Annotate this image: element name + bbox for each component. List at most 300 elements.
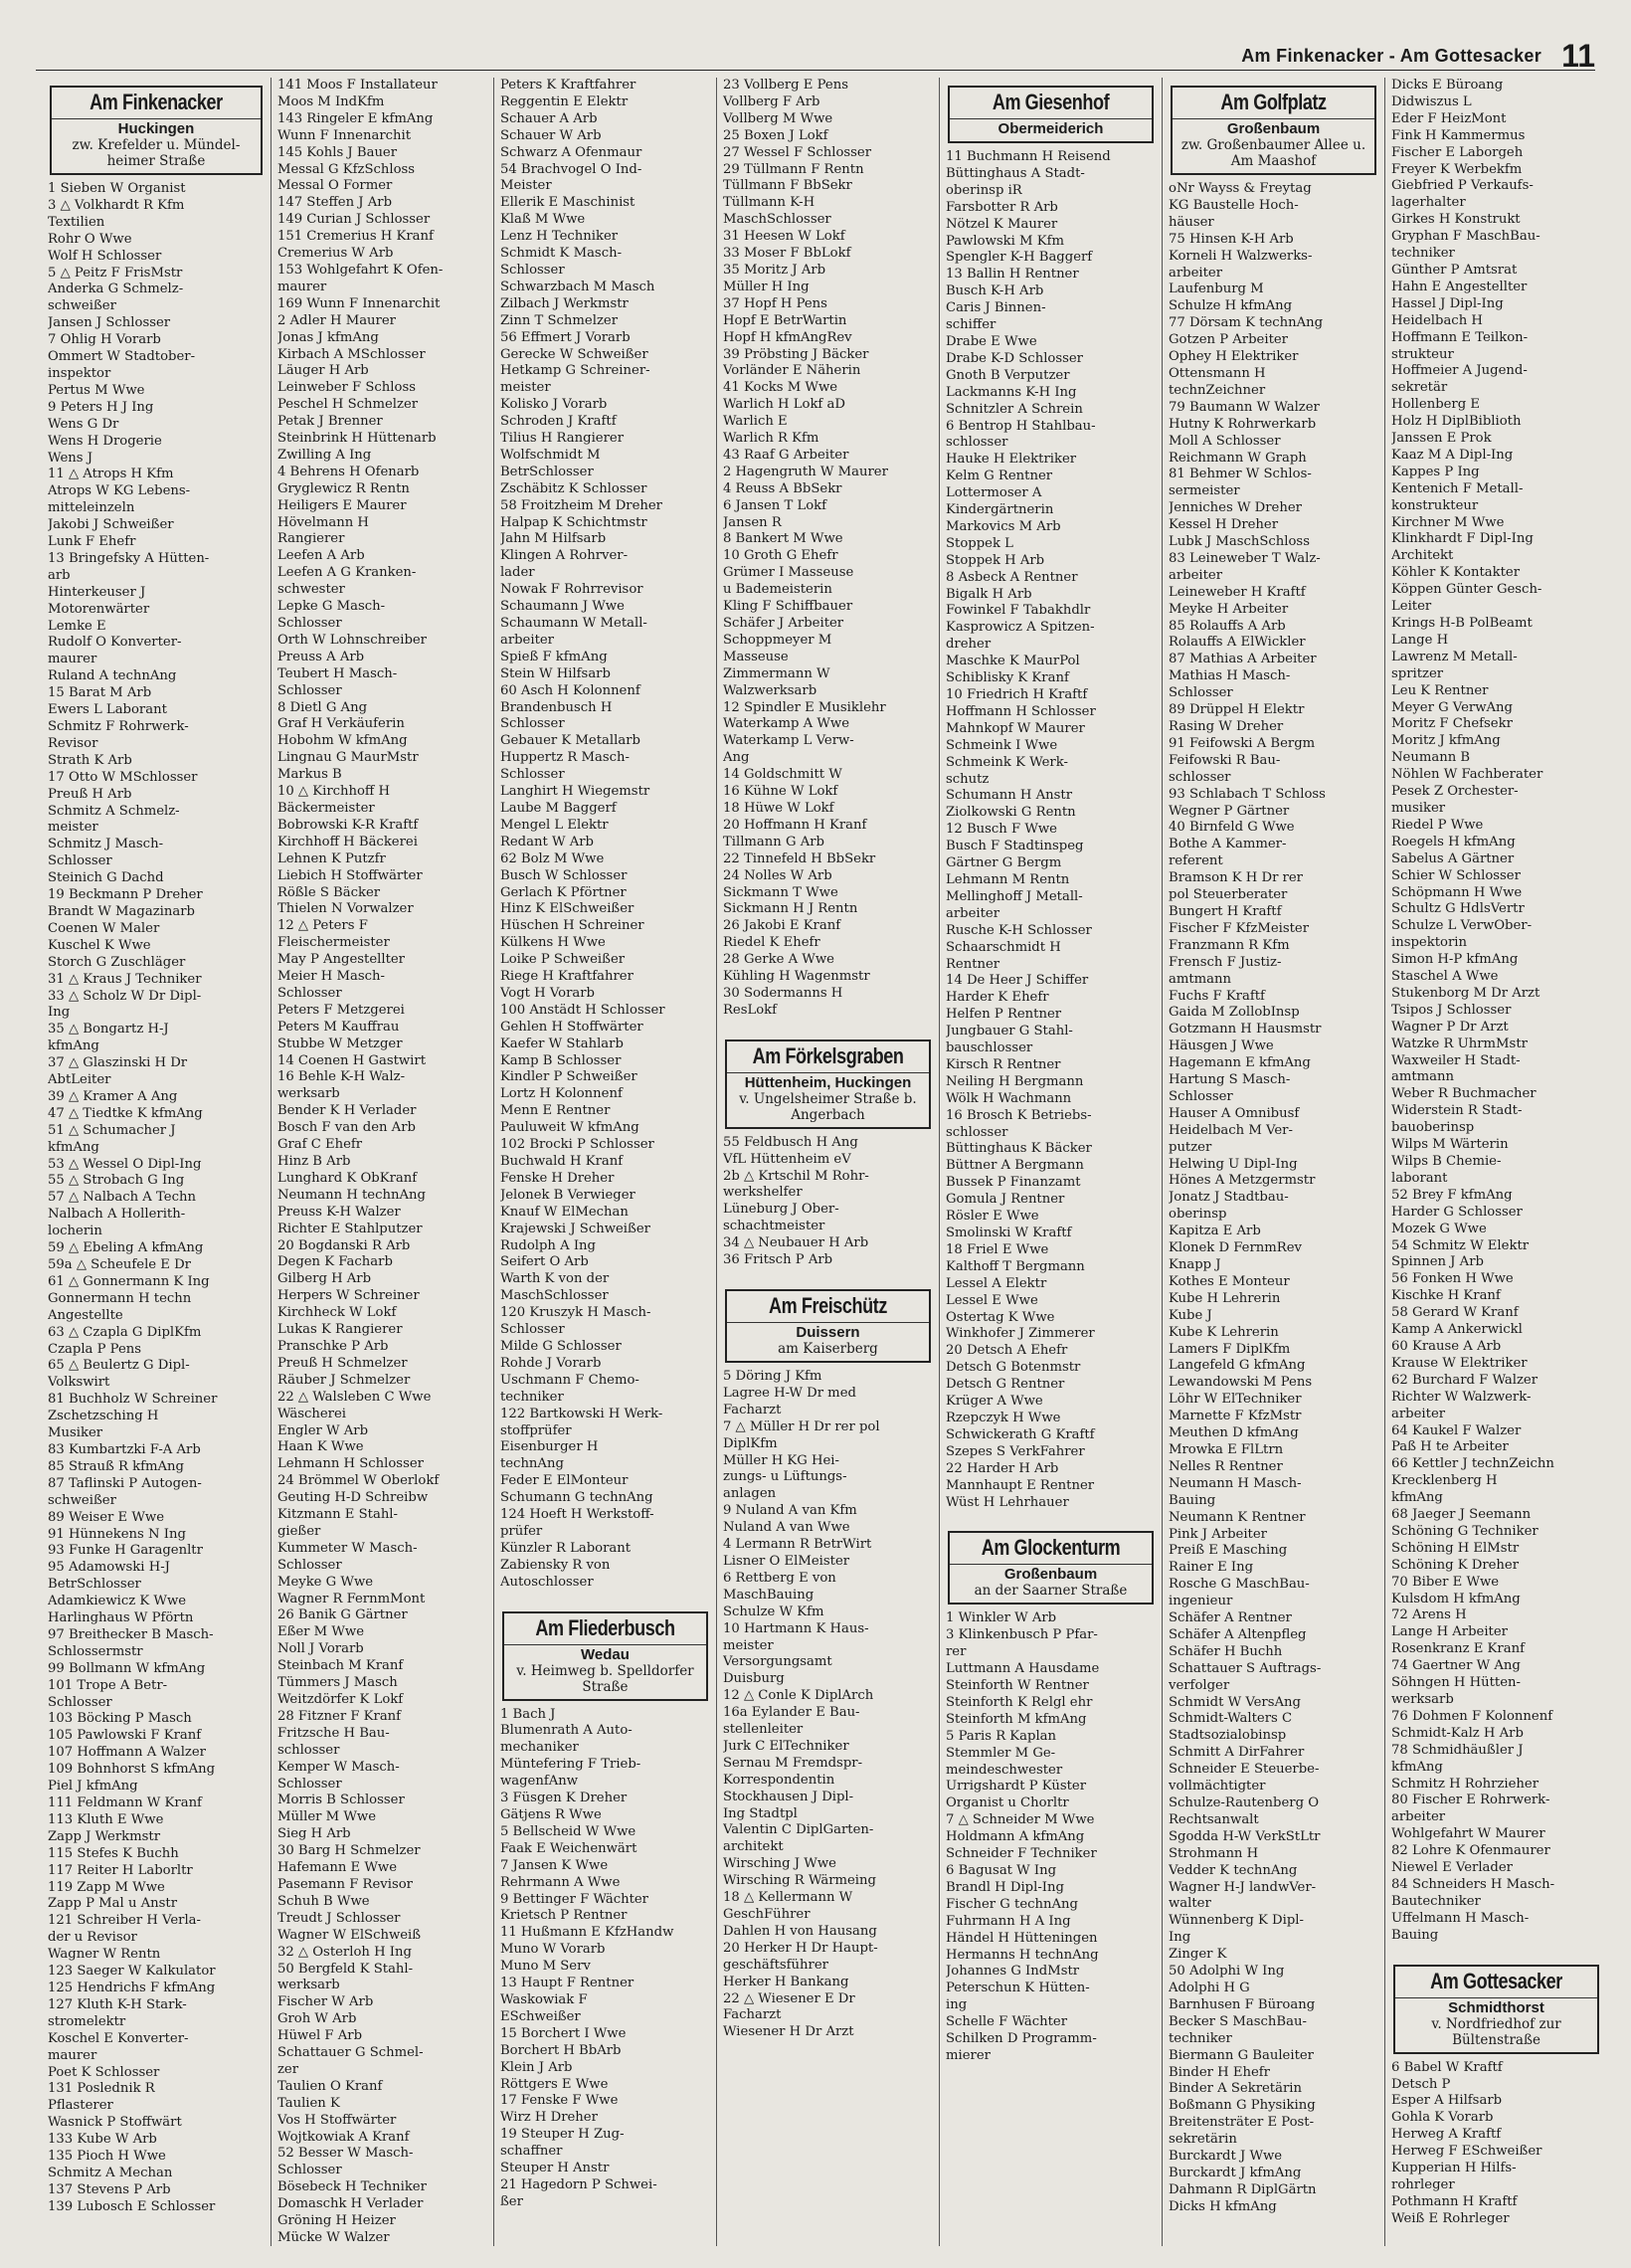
directory-entry: Wolf H Schlosser bbox=[48, 248, 162, 264]
directory-entry: Wegner P Gärtner bbox=[1169, 803, 1290, 819]
directory-entry: 12 △ Conle K DiplArch bbox=[722, 1688, 874, 1704]
directory-entry: Herker H Bankang bbox=[722, 1974, 849, 1989]
directory-entry: Ing bbox=[48, 1005, 71, 1021]
directory-entry: Jurk C ElTechniker bbox=[722, 1738, 849, 1754]
directory-entry: 115 Stefes K Buchh bbox=[48, 1845, 179, 1861]
directory-entry: techniker bbox=[499, 1389, 564, 1405]
directory-entry: DiplKfm bbox=[722, 1435, 778, 1451]
directory-entry: Moos M IndKfm bbox=[276, 94, 385, 109]
directory-entry: Pertus M Wwe bbox=[48, 382, 145, 398]
directory-entry: Wiesener H Dr Arzt bbox=[722, 2024, 854, 2040]
directory-entry: 21 Hagedorn P Schwei- bbox=[499, 2176, 657, 2192]
directory-entry: Strath K Arb bbox=[48, 752, 132, 768]
directory-entry: Busch F Stadtinspeg bbox=[945, 839, 1084, 854]
directory-entry: Röttgers E Wwe bbox=[499, 2076, 609, 2092]
directory-entry: Huppertz R Masch- bbox=[499, 750, 630, 766]
directory-entry: Jenniches W Dreher bbox=[1169, 500, 1302, 516]
directory-entry: 95 Adamowski H-J bbox=[48, 1560, 170, 1576]
directory-entry: Hauser A Omnibusf bbox=[1169, 1105, 1300, 1121]
directory-entry: Pesek Z Orchester- bbox=[1391, 784, 1519, 800]
directory-entry: Fritzsche H Bau- bbox=[276, 1725, 390, 1741]
directory-entry: Leiter bbox=[1391, 599, 1432, 615]
directory-entry: Knapp J bbox=[1169, 1257, 1221, 1272]
directory-entry: Groh W Arb bbox=[276, 2011, 357, 2027]
directory-entry: Ophey H Elektriker bbox=[1169, 349, 1299, 365]
directory-entry: Kolisko J Vorarb bbox=[499, 397, 608, 413]
directory-entry: meister bbox=[722, 1637, 774, 1653]
directory-entry: Vos H Stoffwärter bbox=[276, 2112, 397, 2128]
directory-entry: Gerecke W Schweißer bbox=[499, 346, 648, 362]
directory-entry: Zimmermann W bbox=[722, 665, 830, 681]
directory-entry: 17 Fenske F Wwe bbox=[499, 2093, 619, 2109]
directory-entry: Läuger H Arb bbox=[276, 363, 369, 379]
directory-entry: 101 Trope A Betr- bbox=[48, 1677, 168, 1693]
directory-entry: Kindler P Schweißer bbox=[499, 1069, 637, 1085]
directory-entry: 4 Lermann R BetrWirt bbox=[722, 1537, 872, 1553]
directory-entry: Lange H bbox=[1391, 632, 1449, 648]
directory-entry: Mrowka E FlLtrn bbox=[1169, 1441, 1284, 1457]
directory-entry: Busch W Schlosser bbox=[499, 867, 628, 883]
directory-entry: Fischer W Arb bbox=[276, 1994, 374, 2010]
directory-entry: Büttner A Bergmann bbox=[945, 1158, 1084, 1174]
directory-entry: Feifowski R Bau- bbox=[1169, 752, 1281, 768]
directory-entry: Schäfer A Rentner bbox=[1169, 1610, 1292, 1626]
directory-entry: Mannhaupt E Rentner bbox=[945, 1477, 1095, 1493]
directory-entry: Dahlen H von Hausang bbox=[722, 1923, 877, 1939]
directory-entry: Eisenburger H bbox=[499, 1439, 599, 1455]
directory-entry: Caris J Binnen- bbox=[945, 300, 1046, 316]
directory-entry: Dicks E Büroang bbox=[1391, 78, 1504, 93]
directory-entry: Riedel P Wwe bbox=[1391, 817, 1484, 833]
directory-entry: MaschSchlosser bbox=[722, 212, 831, 228]
directory-entry: Hermanns H technAng bbox=[945, 1947, 1099, 1963]
directory-entry: Faak E Weichenwärt bbox=[499, 1840, 637, 1856]
directory-entry: Graf C Ehefr bbox=[276, 1137, 363, 1153]
directory-entry: Wens H Drogerie bbox=[48, 433, 162, 449]
directory-entry: 72 Arens H bbox=[1391, 1607, 1467, 1623]
district-name: Großenbaum bbox=[1003, 1566, 1098, 1584]
directory-entry: Herpers W Schreiner bbox=[276, 1288, 420, 1304]
directory-entry: Piel J kfmAng bbox=[48, 1779, 138, 1795]
directory-entry: Händel H Hütteningen bbox=[945, 1930, 1098, 1946]
directory-entry: Gotzen P Arbeiter bbox=[1169, 332, 1288, 348]
directory-entry: Pothmann H Kraftf bbox=[1391, 2193, 1518, 2209]
directory-entry: Fenske H Dreher bbox=[499, 1170, 615, 1186]
directory-entry: Schroden J Kraftf bbox=[499, 414, 617, 430]
district-name: Hüttenheim, Huckingen bbox=[744, 1073, 912, 1091]
directory-entry: sekretär bbox=[1391, 380, 1448, 396]
directory-entry: 52 Besser W Masch- bbox=[276, 2146, 414, 2162]
directory-entry: inspektorin bbox=[1391, 935, 1467, 951]
column-1 bbox=[48, 78, 271, 2246]
directory-entry: der u Revisor bbox=[48, 1930, 137, 1946]
directory-entry: 20 Bogdanski R Arb bbox=[276, 1237, 411, 1253]
directory-entry: anlagen bbox=[722, 1486, 777, 1502]
directory-entry: Gryphan F MaschBau- bbox=[1391, 229, 1540, 245]
directory-entry: 137 Stevens P Arb bbox=[48, 2181, 171, 2197]
directory-entry: Löhr W ElTechniker bbox=[1169, 1392, 1302, 1408]
section-spacer bbox=[500, 1592, 710, 1604]
directory-entry: maurer bbox=[48, 2047, 97, 2063]
directory-entry: Schäfer J Arbeiter bbox=[722, 616, 844, 631]
directory-entry: Czapla P Pens bbox=[48, 1341, 142, 1357]
directory-entry: prüfer bbox=[499, 1523, 543, 1539]
directory-entry: Preuß H Schmelzer bbox=[276, 1355, 408, 1371]
directory-entry: Schwickerath G Kraftf bbox=[945, 1426, 1095, 1442]
street-extent: an der Saarner Straße bbox=[974, 1583, 1128, 1600]
directory-entry: Motorenwärter bbox=[48, 601, 150, 617]
street-heading bbox=[725, 1040, 931, 1129]
directory-entry: 55 Feldbusch H Ang bbox=[722, 1134, 858, 1150]
directory-entry: Pasemann F Revisor bbox=[276, 1876, 413, 1892]
directory-entry: 10 Groth G Ehefr bbox=[722, 548, 838, 564]
directory-entry: Müller H Ing bbox=[722, 279, 810, 294]
directory-entry: Kaaz M A Dipl-Ing bbox=[1391, 447, 1514, 463]
directory-entry: Waskowiak F bbox=[499, 1991, 588, 2007]
directory-entry: Nöhlen W Fachberater bbox=[1391, 767, 1543, 783]
directory-entry: 11 Hußmann E KfzHandw bbox=[499, 1925, 674, 1941]
directory-entry: 105 Pawlowski F Kranf bbox=[48, 1728, 202, 1744]
directory-entry: Janssen E Prok bbox=[1391, 431, 1492, 447]
directory-entry: 87 Taflinski P Autogen- bbox=[48, 1475, 202, 1491]
directory-entry: 143 Ringeler E kfmAng bbox=[276, 110, 434, 126]
directory-entry: Peters M Kauffrau bbox=[276, 1019, 400, 1035]
directory-entry: Stemmler M Ge- bbox=[945, 1745, 1056, 1761]
directory-entry: Marnette F KfzMstr bbox=[1169, 1409, 1302, 1424]
directory-entry: Luttmann A Hausdame bbox=[945, 1661, 1100, 1677]
directory-entry: Bender K H Verlader bbox=[276, 1103, 417, 1119]
directory-entry: Ang bbox=[722, 750, 750, 766]
directory-entry: Wens G Dr bbox=[48, 416, 119, 432]
directory-entry: 62 Bolz M Wwe bbox=[499, 850, 605, 866]
column-5 bbox=[939, 78, 1162, 2246]
directory-entry: 107 Hoffmann A Walzer bbox=[48, 1745, 206, 1761]
directory-entry: 18 Hüwe W Lokf bbox=[722, 800, 834, 816]
directory-entry: Neumann H technAng bbox=[276, 1187, 426, 1203]
directory-entry: Lamers F DiplKfm bbox=[1169, 1341, 1291, 1357]
directory-entry: Wirz H Dreher bbox=[499, 2110, 598, 2126]
directory-entry: Preiß E Masching bbox=[1169, 1543, 1288, 1559]
directory-entry: 91 Feifowski A Bergm bbox=[1169, 735, 1316, 751]
directory-entry: Menn E Rentner bbox=[499, 1103, 611, 1119]
directory-entry: Jelonek B Verwieger bbox=[499, 1187, 635, 1203]
directory-entry: Sickmann T Wwe bbox=[722, 884, 838, 900]
directory-entry: 54 Schmitz W Elektr bbox=[1391, 1237, 1530, 1253]
directory-entry: Cremerius W Arb bbox=[276, 246, 394, 262]
directory-entry: BetrSchlosser bbox=[499, 464, 594, 479]
section-spacer bbox=[723, 1269, 933, 1281]
directory-entry: 7 △ Schneider M Wwe bbox=[945, 1812, 1095, 1828]
street-extent: zw. Krefelder u. Mündel- bbox=[72, 137, 241, 153]
directory-entry: 65 △ Beulertz G Dipl- bbox=[48, 1358, 190, 1374]
directory-entry: 89 Drüppel H Elektr bbox=[1169, 702, 1305, 718]
directory-entry: 85 Rolauffs A Arb bbox=[1169, 618, 1286, 634]
directory-entry: 4 Reuss A BbSekr bbox=[722, 480, 842, 496]
directory-entry: Nowak F Rohrrevisor bbox=[499, 582, 643, 598]
directory-entry: Pflasterer bbox=[48, 2098, 113, 2114]
directory-entry: Frensch F Justiz- bbox=[1169, 954, 1282, 970]
directory-entry: Köhler K Kontakter bbox=[1391, 565, 1520, 581]
directory-entry: Wohlgefahrt W Maurer bbox=[1391, 1826, 1545, 1842]
directory-entry: Messal O Former bbox=[276, 178, 393, 194]
street-extent: v. Nordfriedhof zur bbox=[1431, 2015, 1561, 2032]
directory-entry: Detsch G Rentner bbox=[945, 1377, 1065, 1393]
directory-entry: Taulien O Kranf bbox=[276, 2078, 383, 2094]
directory-entry: Wünnenberg K Dipl- bbox=[1169, 1913, 1304, 1929]
directory-entry: 103 Böcking P Masch bbox=[48, 1711, 192, 1727]
directory-entry: Gotzmann H Hausmstr bbox=[1169, 1022, 1322, 1038]
directory-entry: Steuper H Anstr bbox=[499, 2161, 610, 2176]
directory-entry: MaschBauing bbox=[722, 1587, 815, 1603]
directory-entry: 120 Kruszyk H Masch- bbox=[499, 1305, 651, 1321]
directory-entry: 6 Rettberg E von bbox=[722, 1570, 836, 1586]
directory-entry: Lüneburg J Ober- bbox=[722, 1202, 839, 1218]
directory-entry: 24 Nolles W Arb bbox=[722, 867, 832, 883]
directory-entry: 10 Friedrich H Kraftf bbox=[945, 687, 1088, 702]
directory-entry: Jansen R bbox=[722, 514, 782, 530]
directory-entry: mierer bbox=[945, 2047, 991, 2063]
directory-entry: Lackmanns K-H Ing bbox=[945, 384, 1077, 400]
directory-entry: Kühling H Wagenmstr bbox=[722, 969, 870, 985]
directory-entry: 109 Bohnhorst S kfmAng bbox=[48, 1762, 216, 1778]
directory-entry: meister bbox=[499, 380, 551, 396]
directory-entry: Liebich H Stoffwärter bbox=[276, 867, 423, 883]
directory-entry: Leinweber F Schloss bbox=[276, 380, 416, 396]
directory-entry: Vogt H Vorarb bbox=[499, 985, 595, 1001]
directory-entry: Zinn T Schmelzer bbox=[499, 312, 618, 328]
directory-entry: 139 Lubosch E Schlosser bbox=[48, 2198, 216, 2214]
directory-entry: Zschäbitz K Schlosser bbox=[499, 480, 647, 496]
directory-entry: Organist u Chorltr bbox=[945, 1796, 1069, 1811]
directory-entry: 7 △ Müller H Dr rer pol bbox=[722, 1418, 880, 1434]
directory-entry: Didwiszus L bbox=[1391, 94, 1472, 109]
directory-entry: Loike P Schweißer bbox=[499, 952, 626, 968]
directory-entry: Peterschun K Hütten- bbox=[945, 1981, 1090, 1996]
directory-entry: Stukenborg M Dr Arzt bbox=[1391, 985, 1540, 1001]
directory-entry: Hoffmeier A Jugend- bbox=[1391, 363, 1528, 379]
directory-entry: Schilken D Programm- bbox=[945, 2031, 1097, 2047]
directory-entry: 39 △ Kramer A Ang bbox=[48, 1088, 178, 1104]
directory-entry: Nelles R Rentner bbox=[1169, 1458, 1283, 1474]
directory-entry: 59 △ Ebeling A kfmAng bbox=[48, 1240, 204, 1256]
directory-entry: 50 Bergfeld K Stahl- bbox=[276, 1961, 414, 1977]
directory-entry: Angestellte bbox=[48, 1307, 123, 1323]
directory-entry: Giebfried P Verkaufs- bbox=[1391, 178, 1534, 194]
directory-entry: Kelm G Rentner bbox=[945, 469, 1053, 484]
directory-entry: Nuland A van Wwe bbox=[722, 1520, 850, 1536]
directory-entry: 22 △ Wiesener E Dr bbox=[722, 1990, 855, 2006]
directory-entry: Kube J bbox=[1169, 1307, 1212, 1323]
directory-entry: Gehlen H Stoffwärter bbox=[499, 1019, 643, 1035]
directory-entry: 5 Paris R Kaplan bbox=[945, 1728, 1057, 1744]
directory-entry: 11 △ Atrops H Kfm bbox=[48, 467, 174, 482]
directory-entry: 61 △ Gonnermann K Ing bbox=[48, 1273, 210, 1289]
directory-entry: Zwilling A Ing bbox=[276, 447, 372, 463]
directory-entry: Strohmann H bbox=[1169, 1845, 1259, 1861]
directory-entry: 87 Mathias A Arbeiter bbox=[1169, 652, 1317, 667]
directory-entry: Rainer E Ing bbox=[1169, 1560, 1254, 1576]
directory-entry: Klingen A Rohrver- bbox=[499, 548, 629, 564]
directory-entry: Leineweber H Kraftf bbox=[1169, 584, 1306, 600]
directory-entry: 85 Strauß R kfmAng bbox=[48, 1458, 184, 1474]
directory-entry: Markovics M Arb bbox=[945, 518, 1061, 534]
directory-entry: Kappes P Ing bbox=[1391, 464, 1480, 479]
directory-entry: Schlosser bbox=[499, 262, 565, 278]
directory-entry: Rohde J Vorarb bbox=[499, 1355, 602, 1371]
directory-entry: Breitensträter E Post- bbox=[1169, 2115, 1315, 2131]
directory-entry: Schulze W Kfm bbox=[722, 1604, 824, 1619]
directory-entry: Rudolph A Ing bbox=[499, 1237, 596, 1253]
directory-entry: 70 Biber E Wwe bbox=[1391, 1574, 1500, 1590]
directory-entry: Ing bbox=[1169, 1930, 1191, 1946]
directory-entry: Freyer K Werbekfm bbox=[1391, 161, 1523, 177]
directory-entry: schlosser bbox=[945, 1124, 1008, 1140]
directory-entry: Weiß E Rohrleger bbox=[1391, 2210, 1510, 2226]
directory-entry: Schöning H ElMstr bbox=[1391, 1540, 1520, 1556]
district-name: Großenbaum bbox=[1226, 120, 1321, 137]
directory-entry: Wölk H Wachmann bbox=[945, 1090, 1072, 1106]
directory-entry: Leefen A Arb bbox=[276, 548, 365, 564]
directory-entry: Pranschke P Arb bbox=[276, 1338, 389, 1354]
directory-entry: Duisburg bbox=[722, 1671, 785, 1687]
directory-entry: 41 Kocks M Wwe bbox=[722, 380, 838, 396]
directory-entry: Brandenbusch H bbox=[499, 699, 613, 715]
directory-entry: Rusche K-H Schlosser bbox=[945, 922, 1092, 938]
directory-entry: Kalthoff T Bergmann bbox=[945, 1258, 1085, 1274]
directory-entry: referent bbox=[1169, 853, 1223, 869]
directory-entry: 99 Bollmann W kfmAng bbox=[48, 1660, 206, 1676]
directory-entry: 83 Kumbartzki F-A Arb bbox=[48, 1441, 201, 1457]
directory-entry: Bautechniker bbox=[1391, 1893, 1481, 1909]
directory-entry: Architekt bbox=[1391, 548, 1454, 564]
directory-entry: 5 Bellscheid W Wwe bbox=[499, 1823, 636, 1839]
directory-entry: kfmAng bbox=[1391, 1759, 1443, 1775]
directory-entry: Reggentin E Elektr bbox=[499, 94, 629, 109]
directory-entry: Watzke R UhrmMstr bbox=[1391, 1036, 1528, 1051]
directory-entry: Lehmann M Rentn bbox=[945, 871, 1070, 887]
directory-entry: schweißer bbox=[48, 1492, 116, 1508]
directory-entry: Degen K Facharb bbox=[276, 1254, 393, 1270]
directory-entry: spritzer bbox=[1391, 665, 1444, 681]
directory-entry: zungs- u Lüftungs- bbox=[722, 1469, 847, 1485]
directory-entry: Vollberg F Arb bbox=[722, 94, 820, 109]
directory-entry: 56 Fonken H Wwe bbox=[1391, 1271, 1514, 1287]
directory-entry: Muno M Serv bbox=[499, 1959, 591, 1975]
directory-entry: Buchwald H Kranf bbox=[499, 1154, 624, 1169]
directory-entry: Leefen A G Kranken- bbox=[276, 565, 417, 581]
directory-entry: 22 △ Walsleben C Wwe bbox=[276, 1389, 432, 1405]
directory-entry: Burckardt J kfmAng bbox=[1169, 2165, 1302, 2180]
directory-entry: Zapp J Werkmstr bbox=[48, 1828, 161, 1844]
directory-entry: 26 Jakobi E Kranf bbox=[722, 918, 841, 934]
directory-entry: 82 Lohre K Ofenmaurer bbox=[1391, 1843, 1550, 1859]
directory-entry: Seifert O Arb bbox=[499, 1254, 589, 1270]
directory-entry: Halpap K Schichtmstr bbox=[499, 514, 647, 530]
directory-entry: 18 △ Kellermann W bbox=[722, 1890, 853, 1906]
directory-entry: Schultz G HdlsVertr bbox=[1391, 901, 1525, 917]
directory-entry: 29 Tüllmann F Rentn bbox=[722, 161, 864, 177]
directory-entry: Fischer G technAng bbox=[945, 1896, 1078, 1912]
directory-entry: Richter W Walzwerk- bbox=[1391, 1389, 1532, 1405]
directory-entry: Anderka G Schmelz- bbox=[48, 282, 184, 297]
street-location bbox=[1173, 118, 1374, 169]
directory-entry: Schauer A Arb bbox=[499, 110, 598, 126]
directory-entry: Kirchheck W Lokf bbox=[276, 1305, 397, 1321]
directory-entry: Ing Stadtpl bbox=[722, 1805, 798, 1821]
directory-entry: Lehnen K Putzfr bbox=[276, 850, 386, 866]
directory-entry: Mahnkopf W Maurer bbox=[945, 720, 1085, 736]
directory-entry: Schumann G technAng bbox=[499, 1490, 653, 1506]
directory-entry: Harder G Schlosser bbox=[1391, 1204, 1523, 1220]
directory-entry: 40 Birnfeld G Wwe bbox=[1169, 820, 1295, 836]
directory-entry: Gomula J Rentner bbox=[945, 1192, 1065, 1208]
directory-entry: musiker bbox=[1391, 800, 1446, 816]
directory-entry: Schlosser bbox=[276, 985, 342, 1001]
directory-entry: techniker bbox=[1169, 2030, 1232, 2046]
directory-entry: Eßer M Wwe bbox=[276, 1624, 365, 1640]
directory-entry: Drabe K-D Schlosser bbox=[945, 350, 1083, 366]
directory-entry: 51 △ Schumacher J bbox=[48, 1122, 176, 1138]
directory-entry: Kling F Schiffbauer bbox=[722, 599, 853, 615]
directory-entry: Schlosser bbox=[1169, 685, 1233, 701]
district-name: Duissern bbox=[796, 1324, 860, 1341]
directory-entry: Vedder K technAng bbox=[1169, 1862, 1298, 1878]
street-location bbox=[950, 118, 1152, 137]
directory-entry: Büttinghaus K Bäcker bbox=[945, 1141, 1092, 1157]
directory-entry: 123 Saeger W Kalkulator bbox=[48, 1964, 216, 1980]
directory-entry: bauoberinsp bbox=[1391, 1120, 1475, 1136]
directory-entry: Hartung S Masch- bbox=[1169, 1072, 1291, 1088]
running-header bbox=[36, 38, 1595, 74]
directory-entry: Schäfer A Altenpfleg bbox=[1169, 1626, 1307, 1642]
directory-entry: Gilberg H Arb bbox=[276, 1271, 372, 1287]
directory-entry: technAng bbox=[499, 1456, 564, 1472]
directory-entry: meindeschwester bbox=[945, 1762, 1063, 1778]
directory-entry: Meier H Masch- bbox=[276, 969, 385, 985]
directory-entry: Taulien K bbox=[276, 2095, 340, 2111]
directory-entry: Lisner O ElMeister bbox=[722, 1553, 850, 1569]
directory-entry: Hoffmann H Schlosser bbox=[945, 703, 1096, 719]
directory-entry: 149 Curian J Schlosser bbox=[276, 212, 431, 228]
directory-entry: Tilius H Rangierer bbox=[499, 431, 625, 447]
directory-entry: Bauing bbox=[1169, 1492, 1216, 1508]
directory-entry: Bungert H Kraftf bbox=[1169, 903, 1282, 919]
directory-entry: Hollenberg E bbox=[1391, 397, 1480, 413]
directory-entry: Moritz F Chefsekr bbox=[1391, 716, 1513, 732]
directory-entry: Tüllmann K-H bbox=[722, 195, 816, 211]
directory-entry: Wasnick P Stoffwärt bbox=[48, 2115, 182, 2131]
directory-entry: Schmeink K Werk- bbox=[945, 754, 1068, 770]
directory-entry: 28 Gerke A Wwe bbox=[722, 952, 834, 968]
directory-entry: 119 Zapp M Wwe bbox=[48, 1879, 165, 1895]
directory-entry: Schwarz A Ofenmaur bbox=[499, 144, 642, 160]
directory-entry: 47 △ Tiedtke K kfmAng bbox=[48, 1105, 203, 1121]
directory-entry: Wagner W Rentn bbox=[48, 1947, 161, 1963]
directory-entry: Riege H Kraftfahrer bbox=[499, 969, 634, 985]
directory-entry: rer bbox=[945, 1644, 967, 1660]
directory-entry: 117 Reiter H Laborltr bbox=[48, 1862, 193, 1878]
directory-entry: Borchert H BbArb bbox=[499, 2042, 622, 2058]
directory-entry: Adamkiewicz K Wwe bbox=[48, 1594, 187, 1609]
directory-entry: Preuss A Arb bbox=[276, 649, 365, 664]
directory-entry: 34 △ Neubauer H Arb bbox=[722, 1235, 869, 1251]
directory-entry: Holz H DiplBiblioth bbox=[1391, 414, 1522, 430]
directory-entry: Mellinghoff J Metall- bbox=[945, 888, 1083, 904]
directory-entry: Gnoth B Verputzer bbox=[945, 367, 1070, 383]
directory-entry: 28 Fitzner F Kranf bbox=[276, 1708, 402, 1724]
district-name: Huckingen bbox=[117, 120, 195, 137]
directory-entry: Schlosser bbox=[499, 1322, 565, 1338]
